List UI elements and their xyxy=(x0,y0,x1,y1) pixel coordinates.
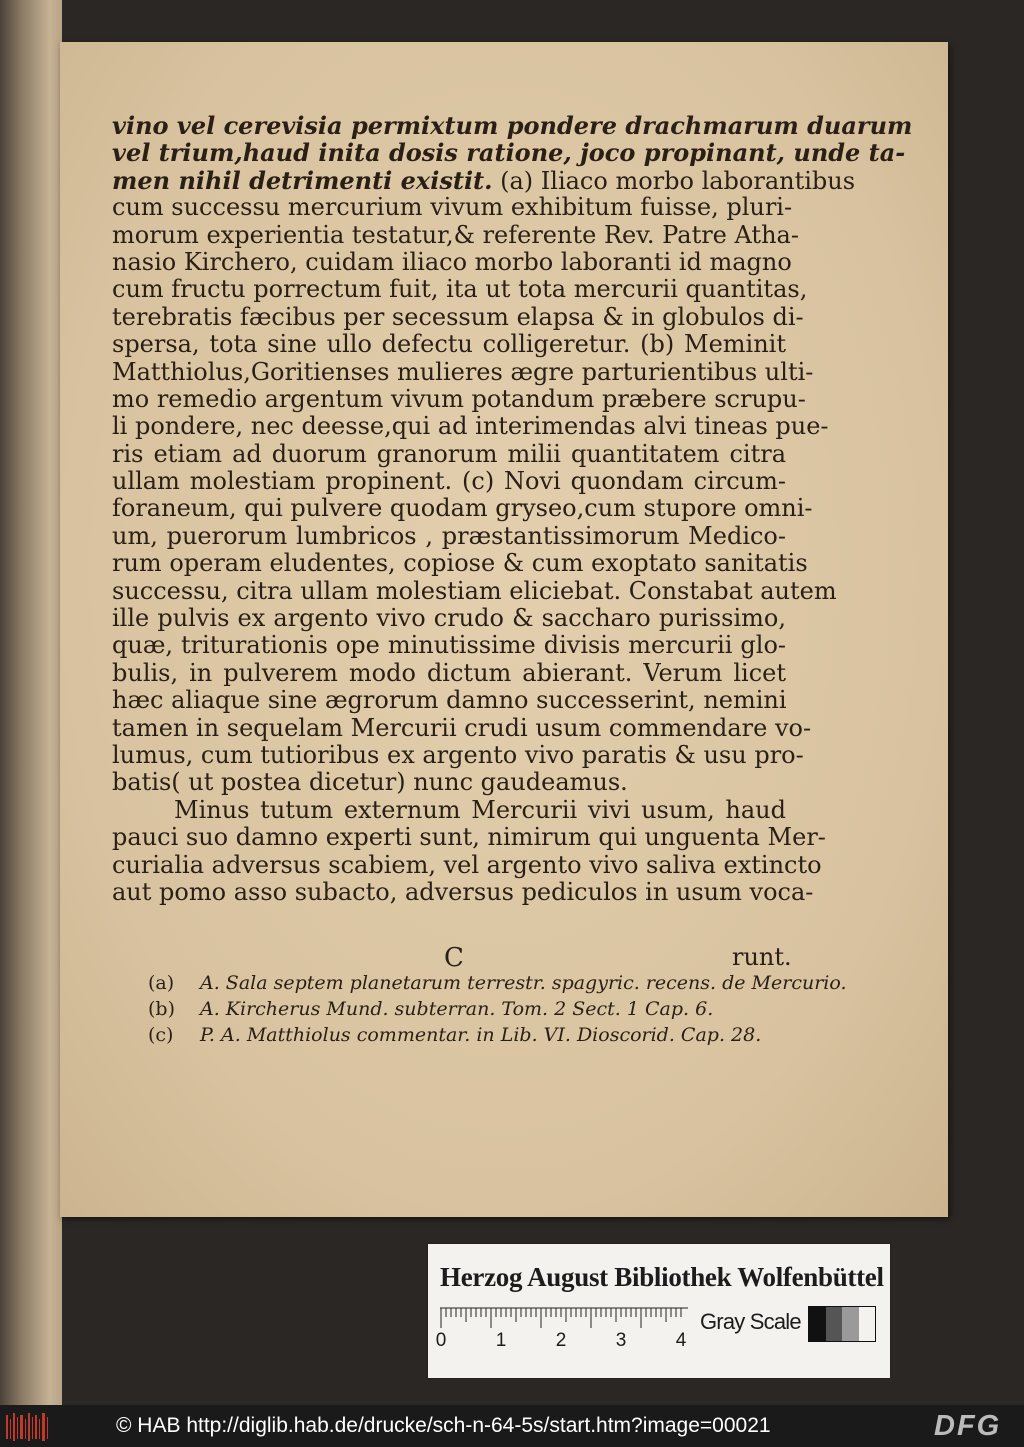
text-segment: tamen in sequelam Mercurii crudi usum commendare vo- xyxy=(112,713,812,742)
ruler-scale xyxy=(435,1306,690,1351)
text-segment: pauci suo damno experti sunt, nimirum qui unguenta Mer- xyxy=(112,823,826,852)
text-segment: lumus, cum tutioribus ex argento vivo paratis & usu pro- xyxy=(112,740,804,769)
text-line xyxy=(112,165,856,195)
text-line xyxy=(112,687,786,714)
text-line xyxy=(112,441,786,468)
dfg-logo: DFG xyxy=(934,1410,1002,1442)
footnotes xyxy=(148,970,847,1048)
text-line xyxy=(112,302,804,331)
text-segment: quæ, triturationis ope minutissime divisis mercurii glo- xyxy=(112,631,786,660)
text-line xyxy=(112,494,813,523)
gray-swatch xyxy=(859,1307,876,1341)
ruler-number: 0 xyxy=(435,1330,447,1351)
text-line xyxy=(112,660,786,687)
text-segment: foraneum, qui pulvere quodam gryseo,cum stupore omni- xyxy=(112,494,813,523)
footnote xyxy=(148,970,847,996)
text-line xyxy=(112,523,786,550)
copyright-url[interactable]: © HAB http://diglib.hab.de/drucke/sch-n-64-5s/start.htm?image=00021 xyxy=(116,1414,771,1437)
text-line xyxy=(112,193,793,222)
text-line xyxy=(112,632,786,659)
text-line xyxy=(112,247,792,276)
italic-segment: vino vel cerevisia permixtum pondere drachmarum duarum xyxy=(112,111,913,140)
footnote xyxy=(148,996,847,1022)
text-line xyxy=(112,111,913,140)
text-segment: ris etiam ad duorum granorum milii quantitatem citra xyxy=(112,439,786,468)
text-line xyxy=(112,331,786,358)
footnote xyxy=(148,1022,847,1048)
text-segment: mo remedio argentum vivum potandum præbere scrupu- xyxy=(112,384,806,413)
text-segment: cum successu mercurium vivum exhibitum fuisse, pluri- xyxy=(112,193,793,222)
text-segment: rum operam eludentes, copiose & cum exoptato sanitatis xyxy=(112,549,808,578)
ruler-number: 2 xyxy=(555,1330,567,1351)
text-line xyxy=(112,576,837,605)
footnote-citation: A. Sala septem planetarum terrestr. spagyric. recens. de Mercurio. xyxy=(200,972,847,994)
ruler-number: 1 xyxy=(495,1330,507,1351)
text-line xyxy=(112,605,786,632)
text-line xyxy=(112,713,812,742)
footnote-citation: P. A. Matthiolus commentar. in Lib. VI. Dioscorid. Cap. 28. xyxy=(200,1024,762,1046)
barcode-icon xyxy=(6,1413,50,1441)
text-line xyxy=(112,357,814,386)
text-segment: Minus tutum externum Mercurii vivi usum, haud xyxy=(174,795,786,824)
catchword: runt. xyxy=(732,943,792,971)
text-segment: successu, citra ullam molestiam eliciebat. Constabat autem xyxy=(112,576,837,605)
page-body-text xyxy=(112,111,913,906)
text-line xyxy=(112,138,906,168)
library-name: Herzog August Bibliothek Wolfenbüttel xyxy=(440,1262,884,1292)
gray-scale-swatches xyxy=(808,1306,876,1342)
text-line xyxy=(112,740,804,769)
footnote-mark: (b) xyxy=(148,998,175,1020)
gray-swatch xyxy=(826,1307,843,1341)
text-segment: aut pomo asso subacto, adversus pediculos in usum voca- xyxy=(112,877,814,906)
italic-segment: men nihil detrimenti existit. xyxy=(112,165,493,195)
text-line xyxy=(112,877,814,906)
text-segment: terebratis fæcibus per secessum elapsa & in globulos di- xyxy=(112,302,804,331)
text-segment: cum fructu porrectum fuit, ita ut tota mercurii quantitas, xyxy=(112,275,808,304)
text-segment: ille pulvis ex argento vivo crudo & saccharo purissimo, xyxy=(112,604,786,633)
text-segment: bulis, in pulverem modo dictum abierant. Verum licet xyxy=(112,658,786,687)
text-segment: spersa, tota sine ullo defectu colligeretur. (b) Meminit xyxy=(112,330,786,359)
footnote-citation: A. Kircherus Mund. subterran. Tom. 2 Sect. 1 Cap. 6. xyxy=(200,998,714,1020)
text-segment: hæc aliaque sine ægrorum damno successerint, nemini xyxy=(112,686,787,715)
gray-swatch xyxy=(809,1307,826,1341)
italic-segment: vel trium,haud inita dosis ratione, joco propinant, unde ta- xyxy=(112,138,906,168)
text-line xyxy=(112,769,786,796)
text-line xyxy=(112,468,786,495)
signature-mark: C xyxy=(444,943,464,973)
gray-scale-label: Gray Scale xyxy=(700,1309,801,1334)
ruler-number: 4 xyxy=(675,1330,687,1351)
text-line xyxy=(112,220,799,249)
text-segment: curialia adversus scabiem, vel argento vivo saliva extincto xyxy=(112,850,822,879)
text-line xyxy=(112,549,808,578)
text-segment: batis( ut postea dicetur) nunc gaudeamus. xyxy=(112,768,628,797)
text-segment: Matthiolus,Goritienses mulieres ægre parturientibus ulti- xyxy=(112,357,814,386)
text-line xyxy=(112,850,822,879)
adjacent-page-edge xyxy=(0,0,62,1405)
text-line xyxy=(112,384,806,413)
text-line xyxy=(112,823,826,852)
text-line xyxy=(112,412,829,441)
text-segment: (a) Iliaco morbo laborantibus xyxy=(492,166,856,195)
footnote-mark: (a) xyxy=(148,972,175,994)
text-segment: nasio Kirchero, cuidam iliaco morbo laboranti id magno xyxy=(112,247,792,276)
text-segment: um, puerorum lumbricos , præstantissimorum Medico- xyxy=(112,521,786,550)
text-segment: li pondere, nec deesse,qui ad interimendas alvi tineas pue- xyxy=(112,412,829,441)
text-line xyxy=(112,275,808,304)
text-segment: morum experientia testatur,& referente Rev. Patre Atha- xyxy=(112,220,799,249)
text-segment: ullam molestiam propinent. (c) Novi quondam circum- xyxy=(112,467,786,496)
text-line xyxy=(112,797,786,824)
viewer-footer xyxy=(0,1405,1024,1447)
gray-swatch xyxy=(842,1307,859,1341)
library-color-card xyxy=(428,1244,890,1378)
footnote-mark: (c) xyxy=(148,1024,174,1046)
ruler-number: 3 xyxy=(615,1330,627,1351)
